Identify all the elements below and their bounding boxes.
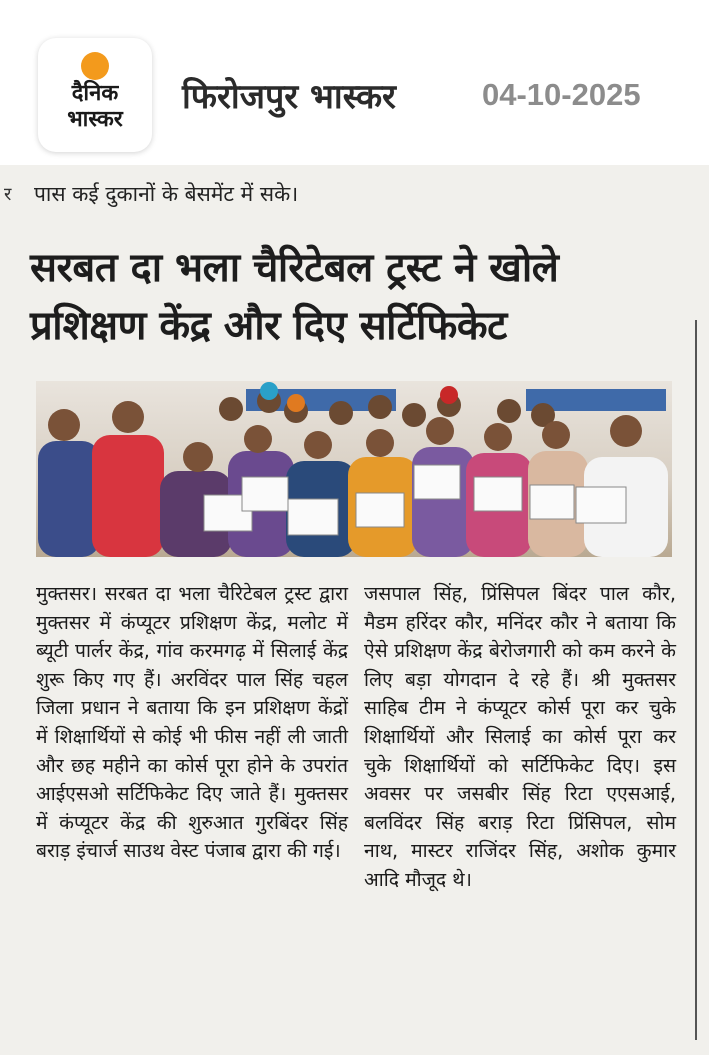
article-column-right (364, 580, 676, 895)
edition-title: फिरोजपुर भास्कर (182, 77, 396, 117)
dainik-bhaskar-logo[interactable] (38, 38, 152, 152)
headline-line2: प्रशिक्षण केंद्र और दिए सर्टिफिकेट (30, 303, 507, 349)
app-header (0, 0, 709, 165)
sun-icon (81, 52, 109, 80)
headline-line1: सरबत दा भला चैरिटेबल ट्रस्ट ने खोले (30, 245, 559, 291)
article-paragraph-right: जसपाल सिंह, प्रिंसिपल बिंदर पाल कौर, मैडम हरिंदर कौर, मनिंदर कौर ने बताया कि ऐसे प्रशिक्षण केंद्र बेरोजगारी को कम करने के लिए बड़ा योगदान दे रहे हैं। श्री मुक्तसर साहिब टीम ने कंप्यूटर कोर्स पूरा कर चुके शिक्षार्थियों और सिलाई का कोर्स पूरा कर चुके शिक्षार्थियों को सर्टिफिकेट दिए। इस अवसर पर जसबीर सिंह रिटा एएसआई, बलविंदर सिंह बराड़ रिटा प्रिंसिपल, सोम नाथ, मास्टर राजिंदर सिंह, अशोक कुमार आदि मौजूद थे। (364, 582, 676, 891)
edition-date: 04-10-2025 (482, 77, 641, 112)
article-paragraph-left: मुक्तसर। सरबत दा भला चैरिटेबल ट्रस्ट द्वारा मुक्तसर में कंप्यूटर प्रशिक्षण केंद्र, मलोट में ब्यूटी पार्लर केंद्र, गांव करमगढ़ में सिलाई केंद्र शुरू किए गए हैं। अरविंदर पाल सिंह चहल जिला प्रधान ने बताया कि इन प्रशिक्षण केंद्रों में शिक्षार्थियों से कोई भी फीस नहीं ली जाती और छह महीने का कोर्स पूरा होने के उपरांत आईएसओ सर्टिफिकेट दिए जाते हैं। मुक्तसर में कंप्यूटर केंद्र की शुरुआत गुरबिंदर सिंह बराड़ इंचार्ज साउथ वेस्ट पंजाब द्वारा की गई। (36, 582, 348, 863)
group-people-illustration (36, 381, 672, 557)
article-photo[interactable] (36, 381, 672, 557)
fragment-text: पास कई दुकानों के बेसमेंट में सके। (34, 182, 299, 206)
page-edge-divider (695, 320, 697, 1040)
article-column-left (36, 580, 348, 866)
logo-text-line2: भास्कर (67, 107, 123, 132)
logo-text-line1: दैनिक (71, 81, 119, 106)
edge-fragment: र (4, 184, 12, 205)
previous-article-fragment (0, 180, 709, 216)
